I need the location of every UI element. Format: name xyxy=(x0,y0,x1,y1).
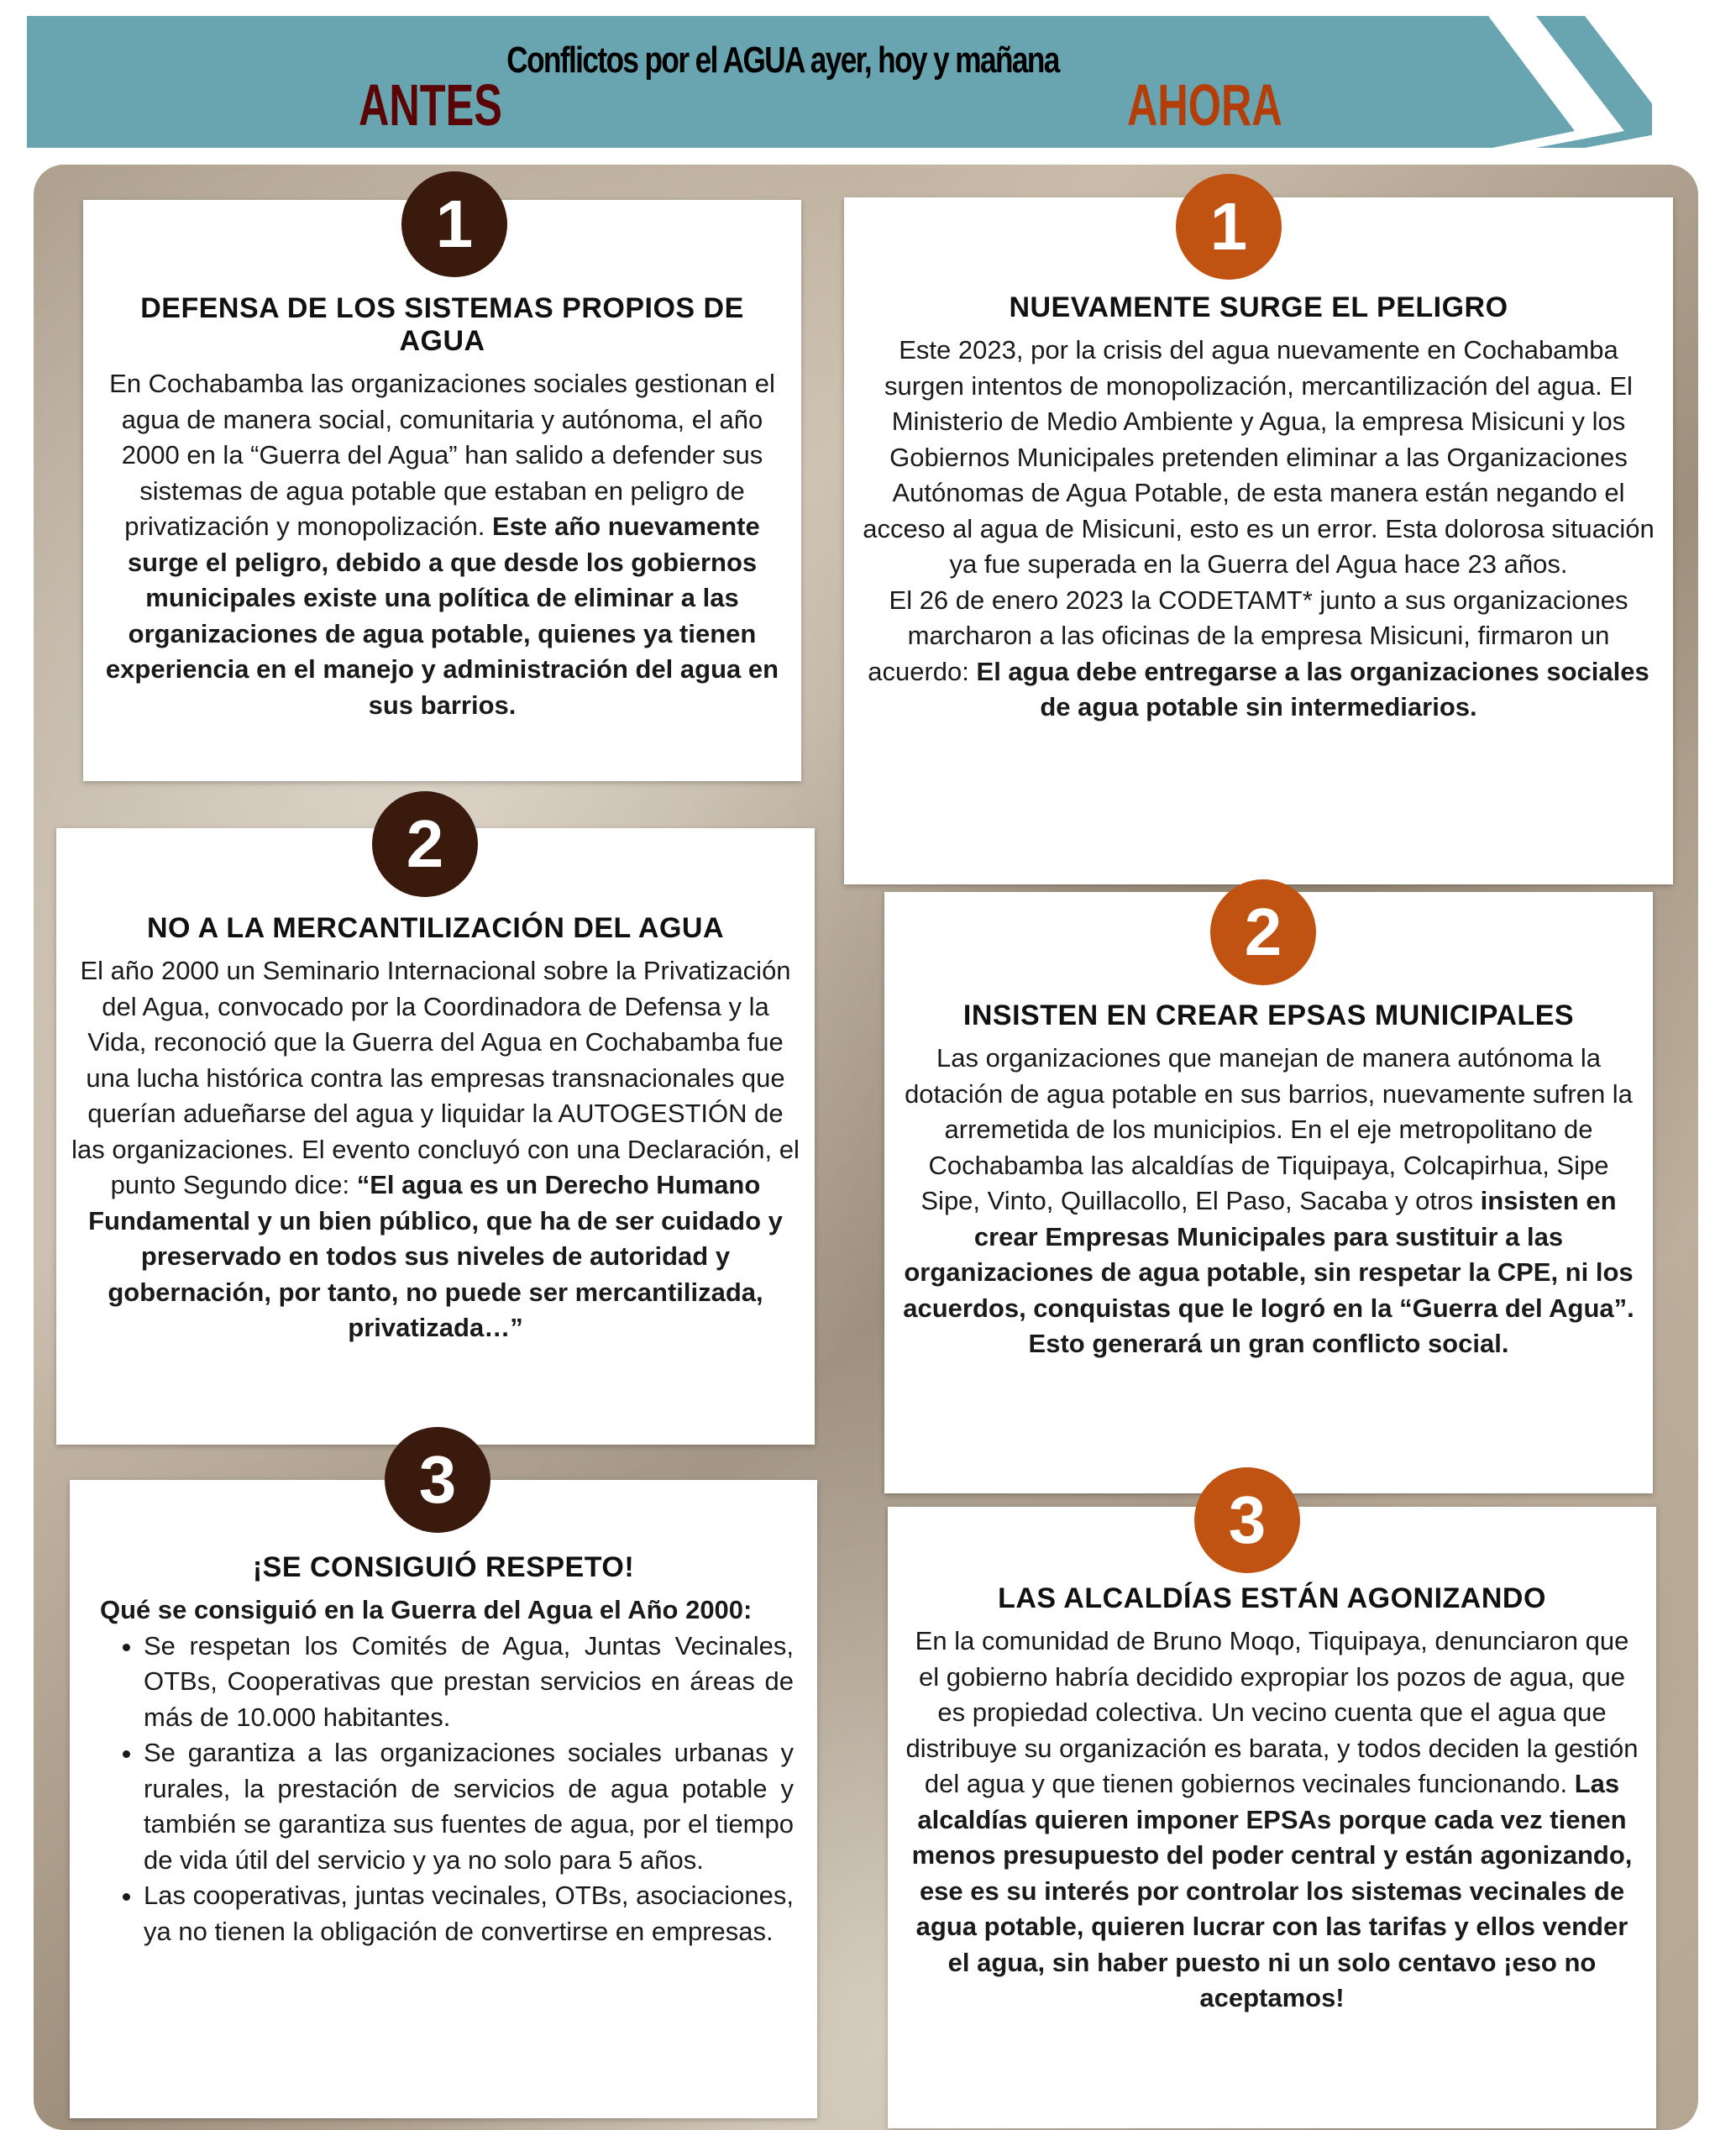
card-lead: Qué se consiguió en la Guerra del Agua el Año 2000: xyxy=(100,1595,753,1624)
number-badge: 3 xyxy=(385,1427,490,1533)
card-title: DEFENSA DE LOS SISTEMAS PROPIOS DE AGUA xyxy=(140,292,744,357)
antes-label: ANTES xyxy=(359,72,502,138)
card-title: NO A LA MERCANTILIZACIÓN DEL AGUA xyxy=(146,912,725,944)
card-body xyxy=(859,333,1658,726)
bold-text: insisten en crear Empresas Municipales para sustituir a las organizaciones de agua potable, sin respetar la CPE, ni los acuerdos, conquistas que le logró en la “Guerra del Agua”. xyxy=(903,1186,1634,1323)
body-text: Las organizaciones que manejan de manera autónoma la dotación de agua potable en sus barrios, nuevamente sufren la arremetida de los municipios. En el eje metropolitano de Cochabamba las alcaldías de Tiquipaya, Colcapirhua, Sipe Sipe, Vinto, Quillacollo, El Paso, Sacaba y otros xyxy=(905,1043,1633,1215)
ahora-card-1 xyxy=(844,197,1673,884)
antes-card-3 xyxy=(70,1480,817,2118)
bold-text: “El agua es un Derecho Humano Fundamental y un bien público, que ha de ser cuidado y preservado en todos sus niveles de autoridad y gobernación, por tanto, no puede ser mercantilizada, privatizada…” xyxy=(88,1170,783,1342)
list-item: • Se respetan los Comités de Agua, Juntas Vecinales, OTBs, Cooperativas que prestan servicios en áreas de más de 10.000 habitantes. xyxy=(144,1629,794,1736)
card-title: LAS ALCALDÍAS ESTÁN AGONIZANDO xyxy=(998,1582,1546,1614)
list-item: • Se garantiza a las organizaciones sociales urbanas y rurales, la prestación de servicios de agua potable y también se garantiza sus fuentes de agua, por el tiempo de vida útil del servicio y ya no solo para 5 años. xyxy=(144,1735,794,1878)
bold-text: Las alcaldías quieren imponer EPSAs porque cada vez tienen menos presupuesto del poder central y están agonizando, ese es su interés por controlar los sistemas vecinales de agua potable, quieren lucrar con las tarifas y ellos vender el agua, sin haber puesto ni un solo centavo ¡eso no aceptamos! xyxy=(911,1769,1633,2012)
header-banner xyxy=(27,16,1623,148)
card-title: NUEVAMENTE SURGE EL PELIGRO xyxy=(1009,291,1508,323)
card-body xyxy=(71,953,800,1346)
ahora-card-3 xyxy=(888,1507,1656,2128)
number-badge: 3 xyxy=(1194,1467,1300,1573)
list-item: • Las cooperativas, juntas vecinales, OTBs, asociaciones, ya no tienen la obligación de convertirse en empresas. xyxy=(144,1878,794,1949)
body-text: Este 2023, por la crisis del agua nuevamente en Cochabamba surgen intentos de monopolización, mercantilización del agua. El Ministerio de Medio Ambiente y Agua, la empresa Misicuni y los Gobiernos Municipales pretenden eliminar a las Organizaciones Autónomas de Agua Potable, de esta manera están negando el acceso al agua de Misicuni, esto es un error. Esta dolorosa situación ya fue superada en la Guerra del Agua hace 23 años. xyxy=(863,335,1655,579)
page-title: Conflictos por el AGUA ayer, hoy y mañana xyxy=(506,39,1059,81)
card-title: ¡SE CONSIGUIÓ RESPETO! xyxy=(252,1551,635,1583)
body-text: El 26 de enero 2023 la CODETAMT* junto a sus organizaciones marcharon a las oficinas de la empresa Misicuni, firmaron un acuerdo: xyxy=(868,585,1628,686)
number-badge: 2 xyxy=(1210,879,1316,985)
card-body xyxy=(899,1041,1638,1362)
number-badge: 2 xyxy=(372,791,478,897)
bold-text: Esto generará un gran conflicto social. xyxy=(1028,1329,1509,1358)
body-text: El año 2000 un Seminario Internacional sobre la Privatización del Agua, convocado por la Coordinadora de Defensa y la Vida, reconoció que la Guerra del Agua en Cochabamba fue una lucha histórica contra las empresas transnacionales que querían adueñarse del agua y liquidar la AUTOGESTIÓN de las organizaciones. El evento concluyó con una Declaración, el punto Segundo dice: xyxy=(71,956,800,1199)
number-badge: 1 xyxy=(1176,174,1282,280)
card-body xyxy=(903,1624,1641,2017)
card-body xyxy=(98,366,786,723)
card-title: INSISTEN EN CREAR EPSAS MUNICIPALES xyxy=(962,999,1575,1031)
arrow-chevron-icon xyxy=(27,16,1652,148)
antes-card-2 xyxy=(56,828,815,1445)
bullet-list xyxy=(85,1629,802,1950)
bold-text: Este año nuevamente surge el peligro, debido a que desde los gobiernos municipales existe una política de eliminar a las organizaciones de agua potable, quienes ya tienen experiencia en el manejo y administración del agua en sus barrios. xyxy=(105,512,779,720)
number-badge: 1 xyxy=(401,171,507,277)
bold-text: El agua debe entregarse a las organizaciones sociales de agua potable sin intermediarios. xyxy=(976,656,1649,721)
ahora-label: AHORA xyxy=(1127,72,1282,138)
antes-card-1 xyxy=(83,200,801,781)
body-text: En la comunidad de Bruno Moqo, Tiquipaya, denunciaron que el gobierno habría decidido expropiar los pozos de agua, que es propiedad colectiva. Un vecino cuenta que el agua que distribuye su organización es barata, y todos deciden la gestión del agua y que tienen gobiernos vecinales funcionando. xyxy=(905,1626,1639,1798)
body-text: En Cochabamba las organizaciones sociales gestionan el agua de manera social, comunitaria y autónoma, el año 2000 en la “Guerra del Agua” han salido a defender sus sistemas de agua potable que estaban en peligro de privatización y monopolización. xyxy=(109,369,775,541)
